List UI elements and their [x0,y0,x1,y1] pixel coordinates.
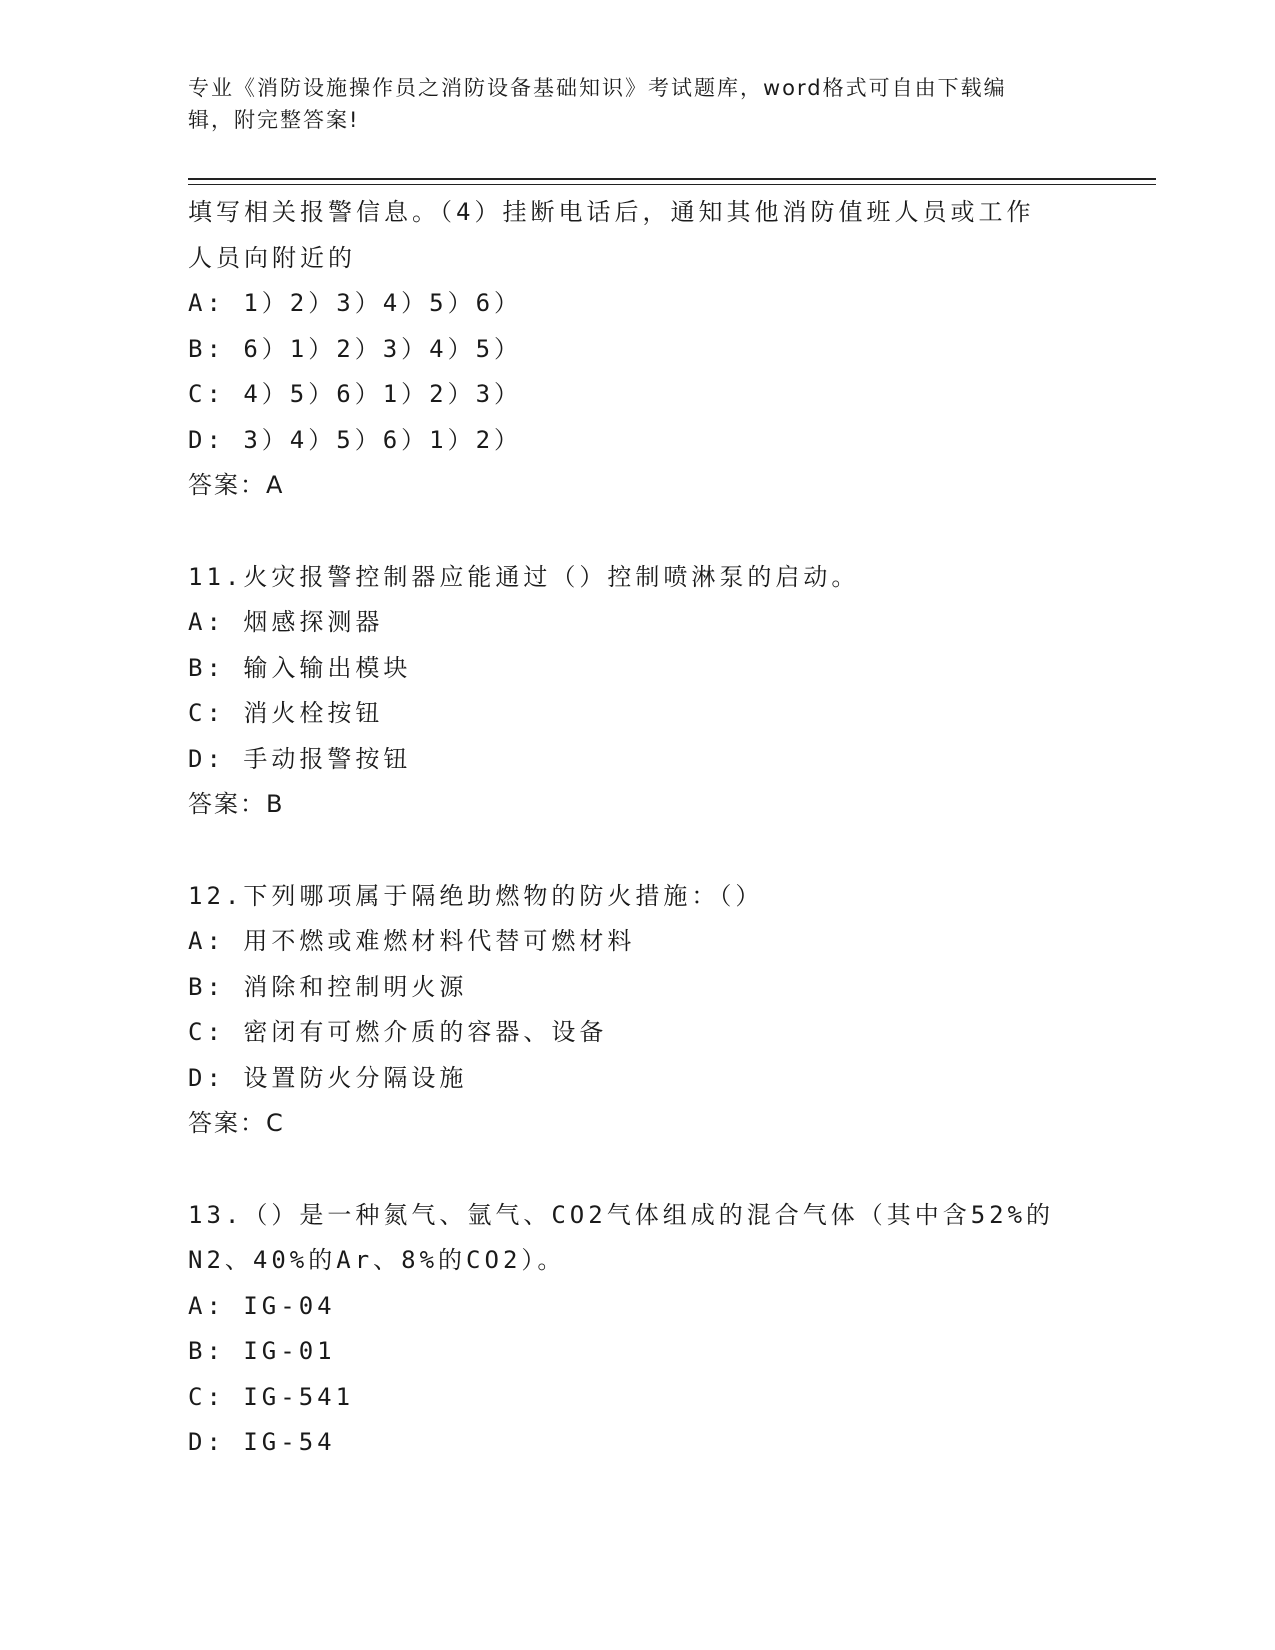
question-text: N2、40%的Ar、8%的CO2）。 [188,1246,566,1274]
question-text: 12.下列哪项属于隔绝助燃物的防火措施：（） [188,881,764,910]
question-continuation [188,190,1088,509]
question-text: 填写相关报警信息。（4）挂断电话后，通知其他消防值班人员或工作 [188,198,1035,226]
question-12 [188,874,1088,1147]
question-list [188,190,1088,1466]
header-line: 专业《消防设施操作员之消防设备基础知识》考试题库，word格式可自由下载编 [188,76,1007,100]
option-a: A: 1）2）3）4）5）6） [188,289,523,317]
option-a: A: IG-04 [188,1291,336,1320]
option-d: D: 设置防火分隔设施 [188,1063,468,1092]
option-b: B: 输入输出模块 [188,653,412,682]
option-c: C: 密闭有可燃介质的容器、设备 [188,1018,608,1046]
question-text: 人员向附近的 [188,243,356,272]
option-d: D: 3）4）5）6）1）2） [188,425,523,454]
answer: 答案：A [188,471,285,499]
answer: 答案：C [188,1109,285,1137]
question-13 [188,1193,1088,1466]
option-a: A: 烟感探测器 [188,608,384,636]
question-text: 13.（）是一种氮气、氩气、CO2气体组成的混合气体（其中含52%的 [188,1200,1055,1229]
option-c: C: IG-541 [188,1382,355,1411]
question-text: 11.火灾报警控制器应能通过（）控制喷淋泵的启动。 [188,562,860,591]
header-divider [188,184,1156,185]
document-header [188,72,1078,136]
answer: 答案：B [188,790,285,818]
header-divider [188,178,1156,180]
option-b: B: 6）1）2）3）4）5） [188,334,523,363]
option-d: D: IG-54 [188,1428,336,1456]
option-b: B: IG-01 [188,1337,336,1365]
header-line: 辑，附完整答案! [188,108,360,132]
option-b: B: 消除和控制明火源 [188,972,468,1001]
option-d: D: 手动报警按钮 [188,744,412,773]
option-c: C: 消火栓按钮 [188,699,384,727]
option-c: C: 4）5）6）1）2）3） [188,380,523,408]
question-11 [188,555,1088,828]
option-a: A: 用不燃或难燃材料代替可燃材料 [188,927,636,955]
